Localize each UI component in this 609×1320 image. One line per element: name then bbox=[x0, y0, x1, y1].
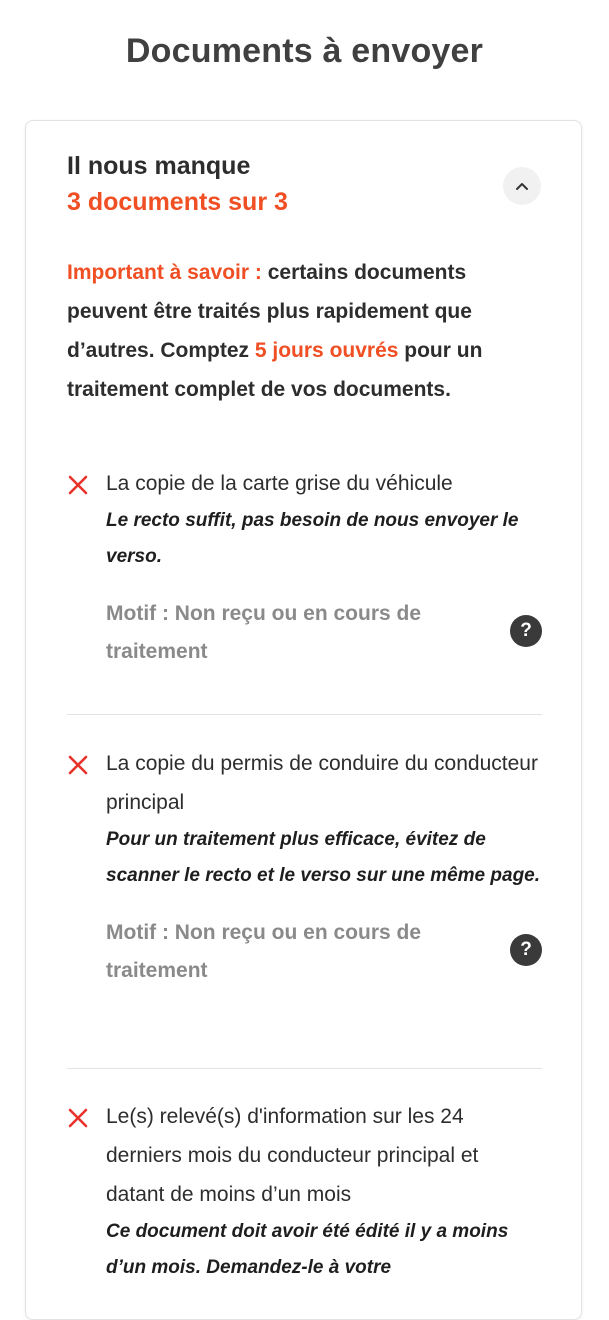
divider bbox=[67, 714, 542, 715]
document-note: Le recto suffit, pas besoin de nous envoyer le verso. bbox=[106, 510, 519, 567]
close-x-icon bbox=[67, 754, 89, 776]
document-item bbox=[67, 744, 542, 990]
missing-summary bbox=[67, 148, 487, 220]
missing-count: 3 documents sur 3 bbox=[67, 188, 288, 216]
document-motif: Motif : Non reçu ou en cours de traitement bbox=[106, 921, 422, 982]
close-x-icon bbox=[67, 1107, 89, 1129]
delay-highlight: 5 jours ouvrés bbox=[254, 339, 399, 362]
info-text-1: certains documents peuvent être traités plus rapidement que d’autres. Comptez bbox=[67, 261, 472, 362]
document-note: Pour un traitement plus efficace, évitez de scanner le recto et le verso sur une même page. bbox=[106, 829, 541, 886]
chevron-up-icon bbox=[515, 181, 529, 191]
help-icon[interactable]: ? bbox=[510, 934, 542, 966]
document-note: Ce document doit avoir été édité il y a moins d’un mois. Demandez-le à votre bbox=[106, 1221, 509, 1278]
document-item bbox=[67, 464, 542, 671]
missing-label: Il nous manque bbox=[67, 152, 251, 180]
page-title: Documents à envoyer bbox=[125, 32, 484, 70]
important-label: Important à savoir : bbox=[67, 261, 262, 284]
info-text-2: pour un traitement complet de vos documents. bbox=[67, 339, 483, 401]
important-info bbox=[67, 253, 545, 409]
collapse-button[interactable] bbox=[503, 167, 541, 205]
document-motif-row bbox=[106, 595, 542, 671]
document-title: La copie du permis de conduire du conducteur principal bbox=[106, 752, 538, 814]
divider bbox=[67, 1068, 542, 1069]
document-item bbox=[67, 1097, 542, 1286]
help-icon[interactable]: ? bbox=[510, 615, 542, 647]
document-title: La copie de la carte grise du véhicule bbox=[106, 472, 453, 495]
document-title: Le(s) relevé(s) d'information sur les 24 derniers mois du conducteur principal et datant de moins d’un mois bbox=[106, 1105, 479, 1206]
document-motif-row bbox=[106, 914, 542, 990]
document-motif: Motif : Non reçu ou en cours de traitement bbox=[106, 602, 422, 663]
close-x-icon bbox=[67, 474, 89, 496]
